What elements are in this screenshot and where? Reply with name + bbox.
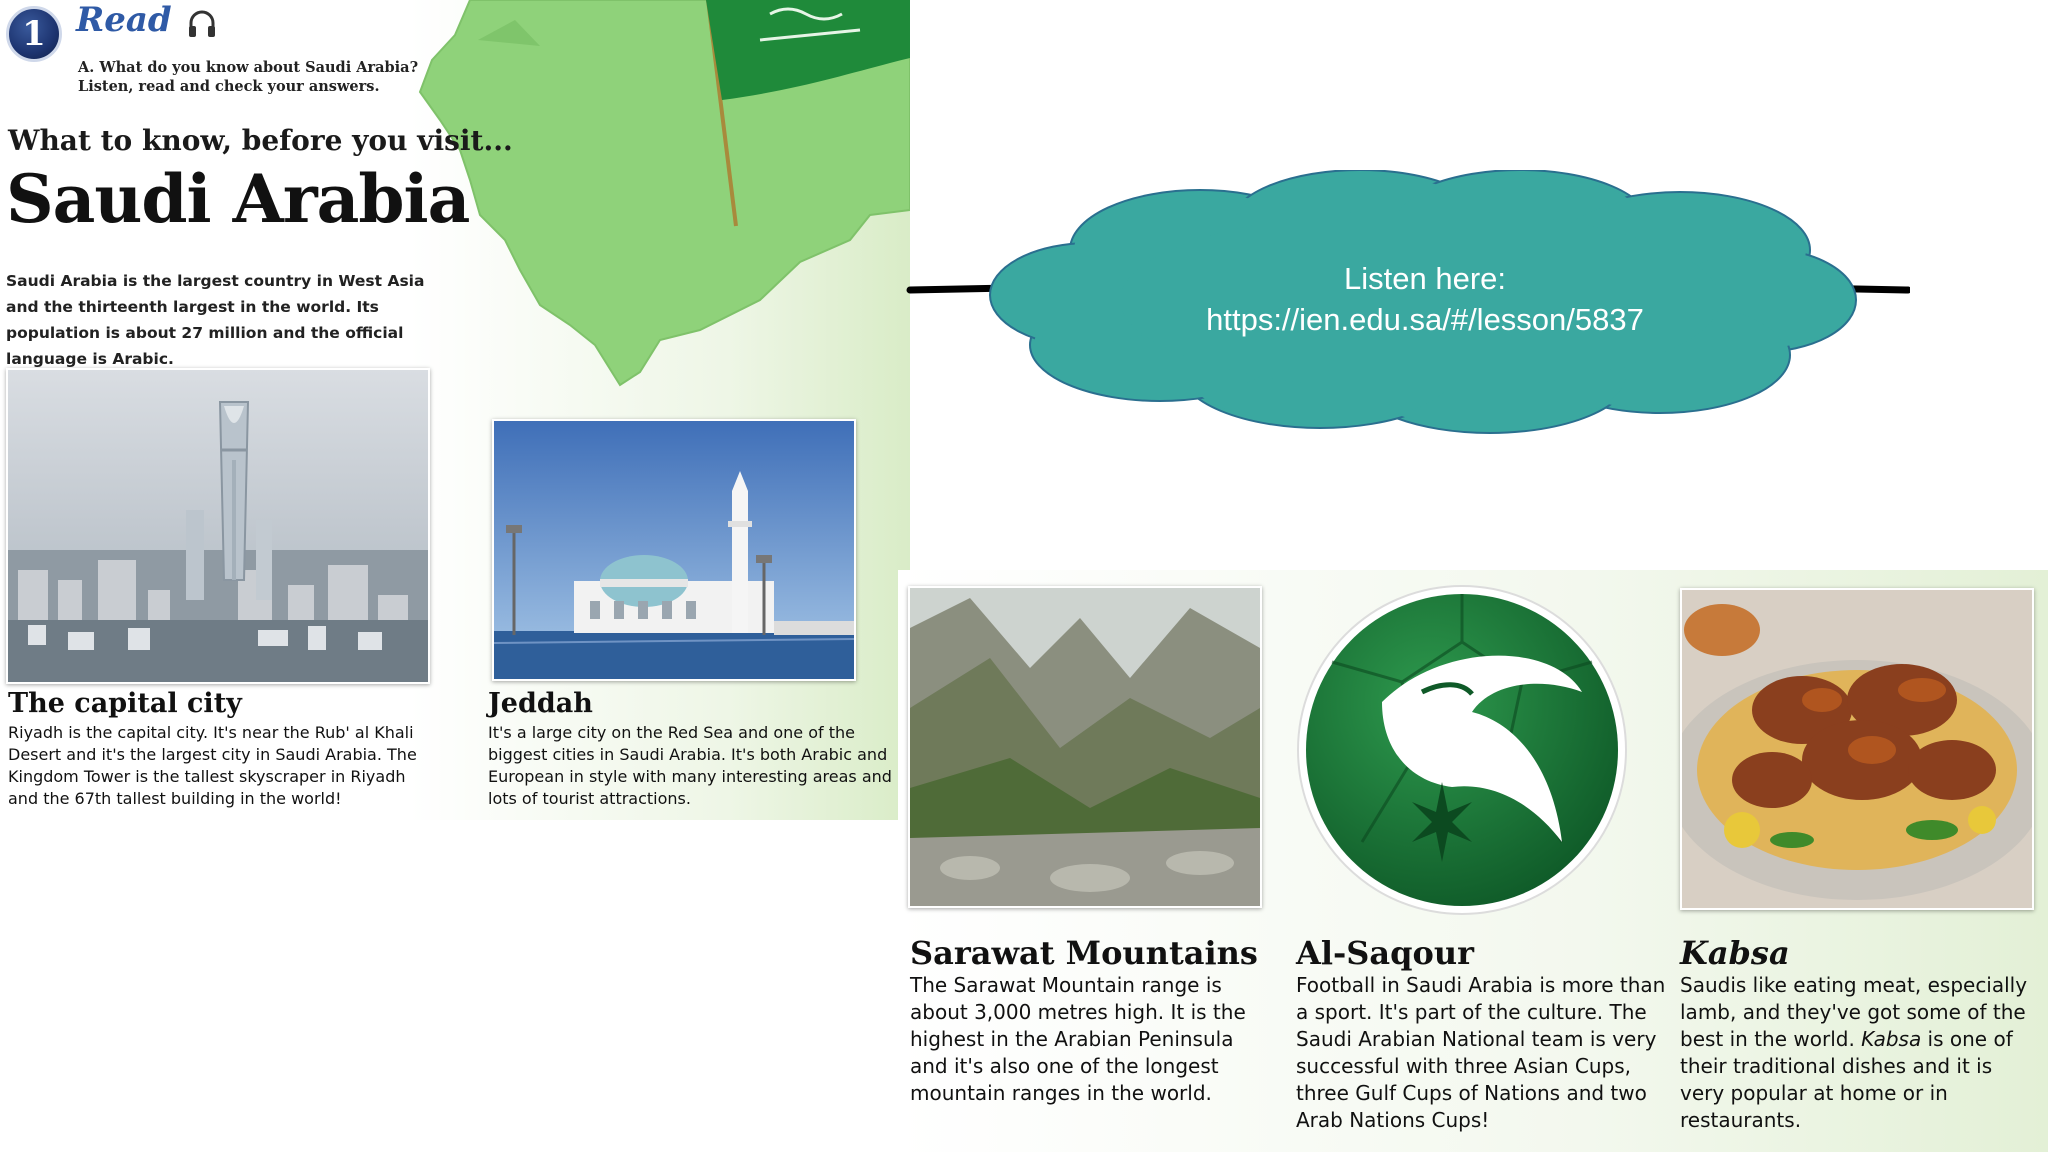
kabsa-body [1680,972,2030,1134]
capital-city-body: Riyadh is the capital city. It's near the Rub' al Khali Desert and it's the largest city in Saudi Arabia. The Kingdom Tower is the tallest skyscraper in Riyadh and the 67th tallest building in the world! [8,723,417,808]
article-intro: Saudi Arabia is the largest country in West Asia and the thirteenth largest in the world. Its population is about 27 million and the official language is Arabic. [6,272,425,368]
kabsa-body-part2: is one of their traditional dishes and it is very popular at home or in restaurants. [1680,1027,2013,1132]
textbook-page-left [0,0,910,820]
exercise-instructions: A. What do you know about Saudi Arabia? Listen, read and check your answers. [78,59,419,95]
jeddah-mosque-photo [492,419,856,681]
sarawat-heading: Sarawat Mountains [910,934,1258,972]
al-saqour-heading: Al-Saqour [1296,934,1474,972]
kabsa-heading: Kabsa [1680,934,1790,972]
kabsa-dish-photo [1680,588,2034,910]
section-title-read: Read [76,0,172,40]
jeddah-heading: Jeddah [488,688,593,719]
capital-city-heading: The capital city [8,688,242,719]
article-title: Saudi Arabia [6,160,470,238]
riyadh-skyline-photo [6,368,430,684]
lesson-link[interactable]: https://ien.edu.sa/#/lesson/5837 [1206,302,1644,337]
jeddah-body: It's a large city on the Red Sea and one of the biggest cities in Saudi Arabia. It's both Arabic and European in style with many interesting areas and lots of tourist attractions. [488,723,892,808]
kabsa-body-emphasis: Kabsa [1861,1027,1922,1051]
lesson-number-badge: 1 [6,6,62,62]
article-kicker: What to know, before you visit... [8,124,513,157]
headphones-icon [186,8,218,40]
sarawat-mountains-photo [908,586,1262,908]
al-saqour-body: Football in Saudi Arabia is more than a sport. It's part of the culture. The Saudi Arabian National team is very successful with three Asian Cups, three Gulf Cups of Nations and two Arab Nations Cups! [1296,973,1666,1132]
kabsa-body-part1: Saudis like eating meat, especially lamb, and they've got some of the best in the world. [1680,973,2028,1051]
al-saqour-logo [1292,582,1632,918]
listen-here-label: Listen here: [1344,261,1506,296]
listen-callout-text [1130,258,1720,340]
sarawat-body: The Sarawat Mountain range is about 3,000 metres high. It is the highest in the Arabian Peninsula and it's also one of the longest mountain ranges in the world. [910,973,1246,1105]
